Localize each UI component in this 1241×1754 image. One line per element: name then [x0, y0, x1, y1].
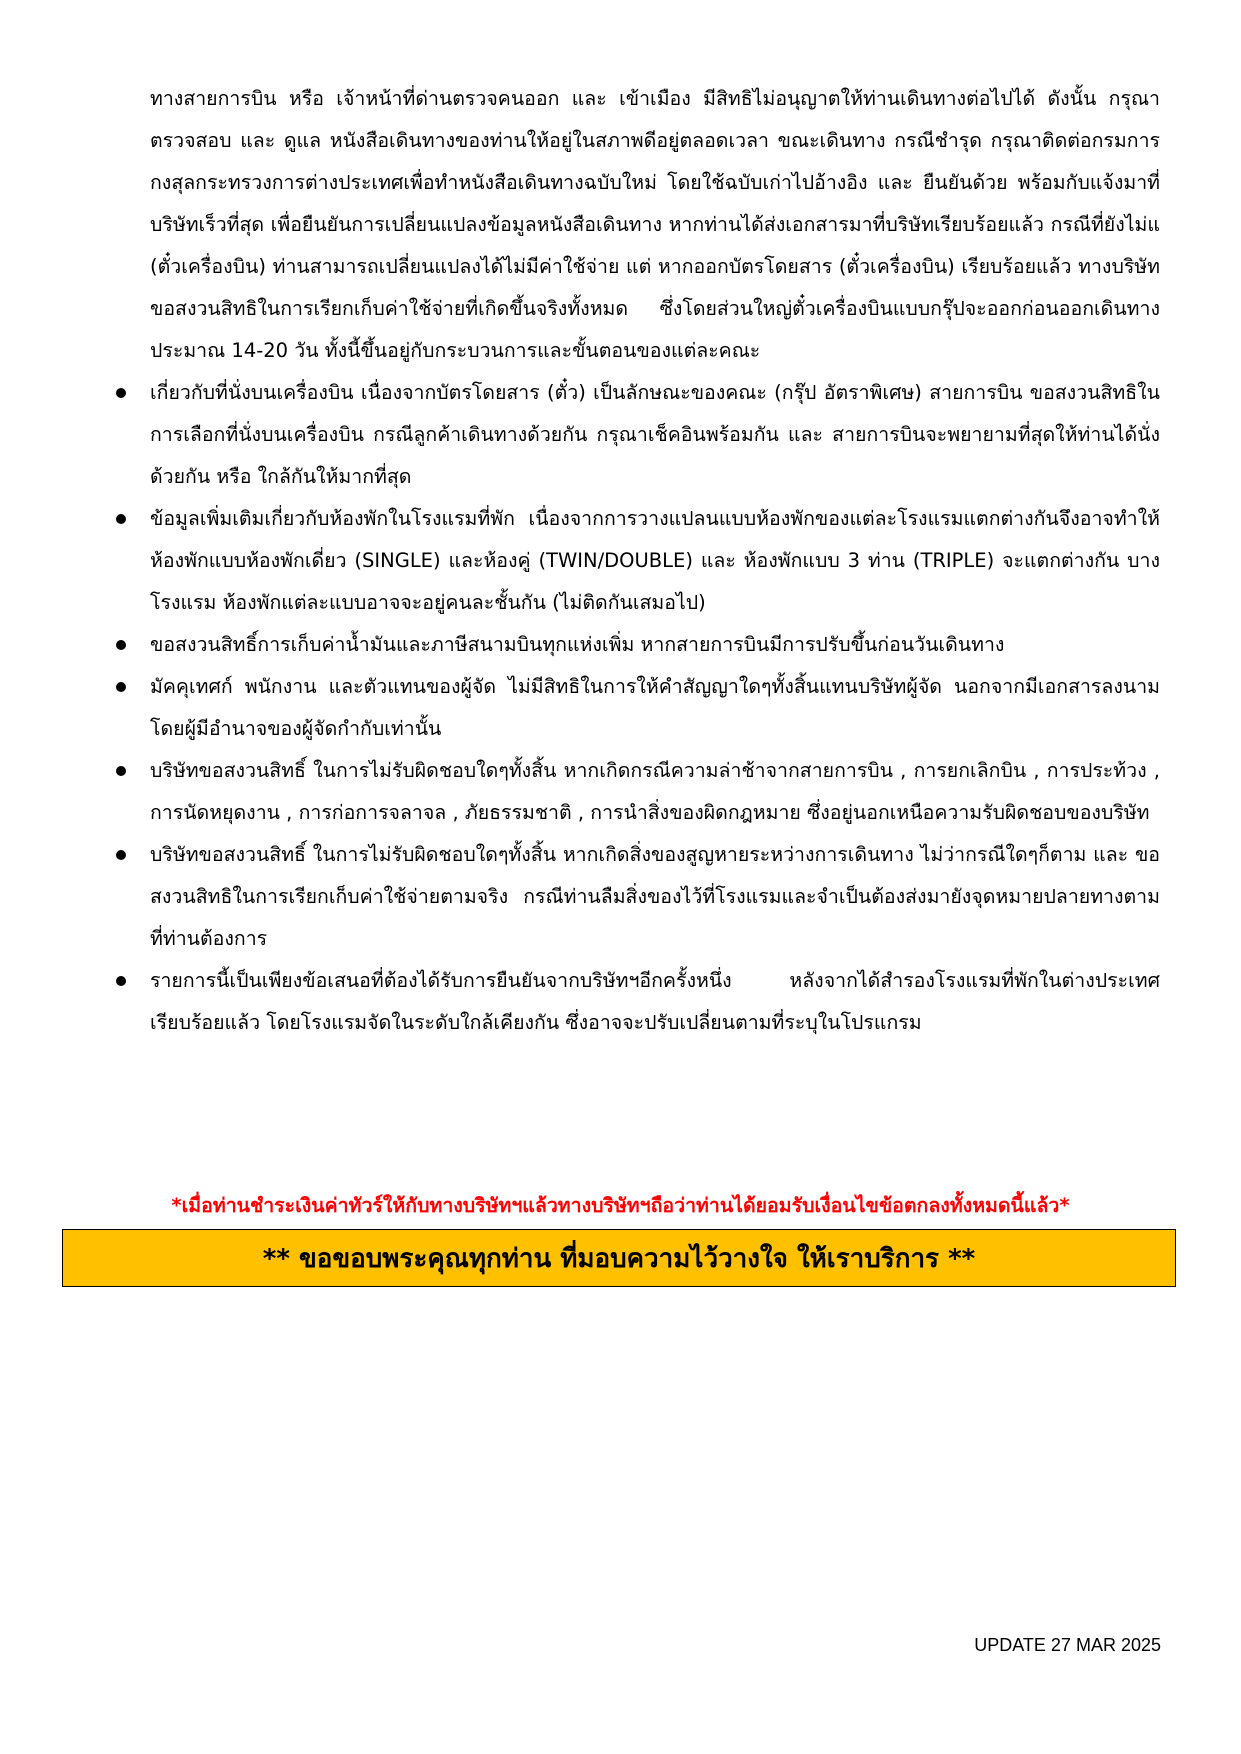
update-date: UPDATE 27 MAR 2025: [974, 1635, 1161, 1655]
list-item: [150, 960, 1160, 1044]
bullet-icon: [116, 766, 126, 776]
list-item: [150, 372, 1160, 498]
payment-acceptance-notice: *เมื่อท่านชำระเงินค่าทัวร์ให้กับทางบริษัทฯแล้วทางบริษัทฯถือว่าท่านได้ยอมรับเงื่อนไขข้อตกลงทั้งหมดนี้แล้ว*: [171, 1194, 1070, 1217]
bullet-icon: [116, 640, 126, 650]
thanks-banner-text: ** ขอขอบพระคุณทุกท่าน ที่มอบความไว้วางใจ ให้เราบริการ **: [262, 1243, 976, 1274]
terms-section: [150, 78, 1160, 1044]
thanks-banner: [62, 1229, 1176, 1287]
list-item: [150, 624, 1160, 666]
list-item-text: ขอสงวนสิทธิ์การเก็บค่าน้ำมันและภาษีสนามบินทุกแห่งเพิ่ม หากสายการบินมีการปรับขึ้นก่อนวันเดินทาง: [150, 633, 1005, 656]
bullet-icon: [116, 976, 126, 986]
bullet-icon: [116, 388, 126, 398]
list-item: [150, 834, 1160, 960]
bullet-icon: [116, 682, 126, 692]
list-item-text: ข้อมูลเพิ่มเติมเกี่ยวกับห้องพักในโรงแรมที่พัก เนื่องจากการวางแปลนแบบห้องพักของแต่ละโรงแรมแตกต่างกันจึงอาจทำให้ห้องพักแบบห้องพักเดี่ยว (SINGLE) และห้องคู่ (TWIN/DOUBLE) และ ห้องพักแบบ 3 ท่าน (TRIPLE) จะแตกต่างกัน บางโรงแรม ห้องพักแต่ละแบบอาจจะอยู่คนละชั้นกัน (ไม่ติดกันเสมอไป): [150, 507, 1160, 614]
list-item: [150, 666, 1160, 750]
list-item-text: เกี่ยวกับที่นั่งบนเครื่องบิน เนื่องจากบัตรโดยสาร (ตั๋ว) เป็นลักษณะของคณะ (กรุ๊ป อัตราพิเศษ) สายการบิน ขอสงวนสิทธิในการเลือกที่นั่งบนเครื่องบิน กรณีลูกค้าเดินทางด้วยกัน กรุณาเช็คอินพร้อมกัน และ สายการบินจะพยายามที่สุดให้ท่านได้นั่งด้วยกัน หรือ ใกล้กันให้มากที่สุด: [150, 381, 1160, 488]
list-item-text: มัคคุเทศก์ พนักงาน และตัวแทนของผู้จัด ไม่มีสิทธิในการให้คำสัญญาใดๆทั้งสิ้นแทนบริษัทผู้จัด นอกจากมีเอกสารลงนามโดยผู้มีอำนาจของผู้จัดกำกับเท่านั้น: [150, 675, 1160, 740]
bullet-icon: [116, 514, 126, 524]
bullet-icon: [116, 850, 126, 860]
list-item: [150, 750, 1160, 834]
intro-paragraph: ทางสายการบิน หรือ เจ้าหน้าที่ด่านตรวจคนออก และ เข้าเมือง มีสิทธิไม่อนุญาตให้ท่านเดินทางต่อไปได้ ดังนั้น กรุณาตรวจสอบ และ ดูแล หนังสือเดินทางของท่านให้อยู่ในสภาพดีอยู่ตลอดเวลา ขณะเดินทาง กรณีชำรุด กรุณาติดต่อกรมการกงสุลกระทรวงการต่างประเทศเพื่อทำหนังสือเดินทางฉบับใหม่ โดยใช้ฉบับเก่าไปอ้างอิง และ ยืนยันด้วย พร้อมกับแจ้งมาที่บริษัทเร็วที่สุด เพื่อยืนยันการเปลี่ยนแปลงข้อมูลหนังสือเดินทาง หากท่านได้ส่งเอกสารมาที่บริษัทเรียบร้อยแล้ว กรณีที่ยังไม่แ (ตั๋วเครื่องบิน) ท่านสามารถเปลี่ยนแปลงได้ไม่มีค่าใช้จ่าย แต่ หากออกบัตรโดยสาร (ตั๋วเครื่องบิน) เรียบร้อยแล้ว ทางบริษัทขอสงวนสิทธิในการเรียกเก็บค่าใช้จ่ายที่เกิดขึ้นจริงทั้งหมด ซึ่งโดยส่วนใหญ่ตั๋วเครื่องบินแบบกรุ๊ปจะออกก่อนออกเดินทางประมาณ 14-20 วัน ทั้งนี้ขึ้นอยู่กับกระบวนการและขั้นตอนของแต่ละคณะ: [150, 87, 1160, 362]
terms-list: [150, 372, 1160, 1044]
list-item-text: บริษัทขอสงวนสิทธิ์ ในการไม่รับผิดชอบใดๆทั้งสิ้น หากเกิดกรณีความล่าช้าจากสายการบิน , การยกเลิกบิน , การประท้วง , การนัดหยุดงาน , การก่อการจลาจล , ภัยธรรมชาติ , การนำสิ่งของผิดกฎหมาย ซึ่งอยู่นอกเหนือความรับผิดชอบของบริษัท: [150, 759, 1160, 824]
list-item-text: รายการนี้เป็นเพียงข้อเสนอที่ต้องได้รับการยืนยันจากบริษัทฯอีกครั้งหนึ่ง หลังจากได้สำรองโรงแรมที่พักในต่างประเทศเรียบร้อยแล้ว โดยโรงแรมจัดในระดับใกล้เคียงกัน ซึ่งอาจจะปรับเปลี่ยนตามที่ระบุในโปรแกรม: [150, 969, 1160, 1034]
list-item: [150, 498, 1160, 624]
list-item-text: บริษัทขอสงวนสิทธิ์ ในการไม่รับผิดชอบใดๆทั้งสิ้น หากเกิดสิ่งของสูญหายระหว่างการเดินทาง ไม่ว่ากรณีใดๆก็ตาม และ ขอสงวนสิทธิในการเรียกเก็บค่าใช้จ่ายตามจริง กรณีท่านลืมสิ่งของไว้ที่โรงแรมและจำเป็นต้องส่งมายังจุดหมายปลายทางตามที่ท่านต้องการ: [150, 843, 1160, 950]
